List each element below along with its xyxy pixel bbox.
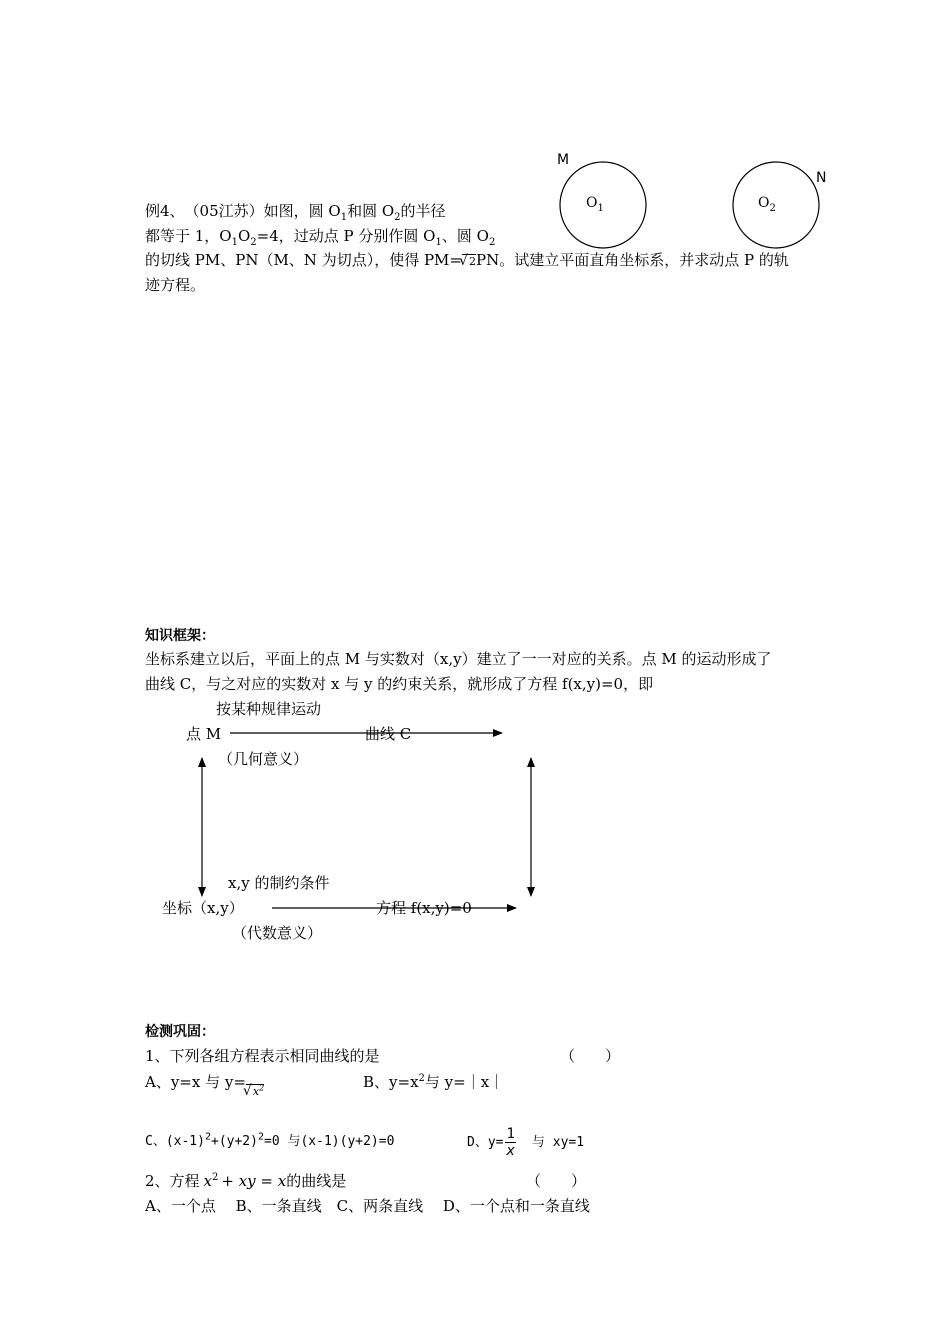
label-o2 xyxy=(758,195,776,214)
q1-paren: （ ） xyxy=(560,1047,621,1065)
q1-c-sup2: 2 xyxy=(257,1131,264,1143)
circle-o2 xyxy=(733,162,819,248)
diagram-coord: 坐标（x,y） xyxy=(162,899,244,917)
q1-a-text: A、y=x 与 y= xyxy=(145,1073,246,1091)
q1-c-sup1: 2 xyxy=(204,1131,211,1143)
q1-d-a: D、y= xyxy=(467,1135,504,1150)
q1-stem: 1、下列各组方程表示相同曲线的是 xyxy=(145,1047,380,1065)
q1-b-sup: 2 xyxy=(418,1073,425,1084)
l1s2: 2 xyxy=(394,212,401,223)
two-circles-figure xyxy=(540,150,840,260)
q1-b-text: B、y=x xyxy=(363,1073,419,1091)
l2d: 、圆 O xyxy=(441,227,489,245)
q1-a-root-wrap xyxy=(246,1083,264,1099)
label-o1 xyxy=(586,195,604,214)
label-o2-sub: 2 xyxy=(769,202,776,214)
l1s1: 1 xyxy=(340,212,348,223)
l2s3: 1 xyxy=(435,237,442,248)
q2-stem xyxy=(145,1174,346,1189)
l1a: 例4、 （05江苏）如图，圆 O xyxy=(145,202,341,220)
q1-option-d xyxy=(467,1126,584,1159)
l1c: 的半径 xyxy=(400,202,446,220)
l2b: O xyxy=(237,227,251,245)
q1-a-root-sup: 2 xyxy=(259,1083,265,1093)
diagram-point-m: 点 M xyxy=(186,725,222,743)
label-o2-text: O xyxy=(758,195,770,211)
q1-d-den: x xyxy=(506,1143,515,1159)
example4-line4: 迹方程。 xyxy=(145,276,206,294)
q2-eq-sup: 2 xyxy=(212,1172,219,1183)
l3a: 的切线 PM、PN（M、N 为切点），使得 PM= xyxy=(145,251,462,269)
diagram-geo-meaning: （几何意义） xyxy=(218,750,309,768)
q1-option-b xyxy=(363,1075,504,1090)
q2-paren: （ ） xyxy=(526,1172,587,1190)
q1-a-root xyxy=(246,1084,264,1099)
q2-stem-b: 的曲线是 xyxy=(286,1172,347,1190)
sqrt2: √ 2 xyxy=(462,254,476,269)
q2-eq-x: x xyxy=(203,1172,213,1190)
practice-heading: 检测巩固： xyxy=(145,1024,215,1040)
label-m: M xyxy=(557,152,570,168)
label-o1-text: O xyxy=(586,195,598,211)
q1-a-root-x: x xyxy=(252,1085,260,1098)
diagram-equation: 方程 f(x,y)=0 xyxy=(376,899,472,917)
framework-para-line1: 坐标系建立以后，平面上的点 M 与实数对（x,y）建立了一一对应的关系。点 M 的运动形成了 xyxy=(145,650,772,668)
diagram-constraint: x,y 的制约条件 xyxy=(228,874,330,892)
l3b: PN。试建立平面直角坐标系，并求动点 P 的轨 xyxy=(475,251,789,269)
q2-options: A、一个点 B、一条直线 C、两条直线 D、一个点和一条直线 xyxy=(145,1197,590,1215)
l1b: 和圆 O xyxy=(347,202,395,220)
l2a: 都等于 1，O xyxy=(145,227,232,245)
example4-line1 xyxy=(145,202,446,223)
diagram-top-label: 按某种规律运动 xyxy=(216,700,322,718)
l2s1: 1 xyxy=(231,237,238,248)
diagram-curve-c: 曲线 C xyxy=(365,725,412,743)
q1-option-c xyxy=(145,1131,395,1149)
q2-eq-rest: + xy = x xyxy=(221,1172,287,1190)
example4-line2 xyxy=(145,227,496,248)
q1-b-rest: 与 y=｜x｜ xyxy=(424,1073,505,1091)
example4-line3 xyxy=(145,253,789,269)
framework-heading: 知识框架： xyxy=(145,628,215,644)
q1-d-b: 与 xy=1 xyxy=(531,1135,585,1150)
framework-para-line2: 曲线 C，与之对应的实数对 x 与 y 的约束关系，就形成了方程 f(x,y)=0，即 xyxy=(145,675,654,693)
diagram-alg-meaning: （代数意义） xyxy=(232,924,323,942)
q1-d-frac xyxy=(505,1126,515,1159)
l2c: =4，过动点 P 分别作圆 O xyxy=(256,227,436,245)
framework-diagram-arrows xyxy=(150,720,570,920)
q1-c-c: =0 与(x-1)(y+2)=0 xyxy=(264,1134,395,1149)
q1-d-num: 1 xyxy=(506,1126,515,1142)
l2s4: 2 xyxy=(488,237,496,248)
label-n: N xyxy=(816,170,827,186)
label-o1-sub: 1 xyxy=(597,202,604,214)
q1-c-a: C、(x-1) xyxy=(145,1134,205,1149)
q1-c-b: +(y+2) xyxy=(211,1134,258,1149)
l2s2: 2 xyxy=(250,237,257,248)
q1-option-a xyxy=(145,1075,264,1099)
q2-stem-a: 2、方程 xyxy=(145,1172,200,1190)
